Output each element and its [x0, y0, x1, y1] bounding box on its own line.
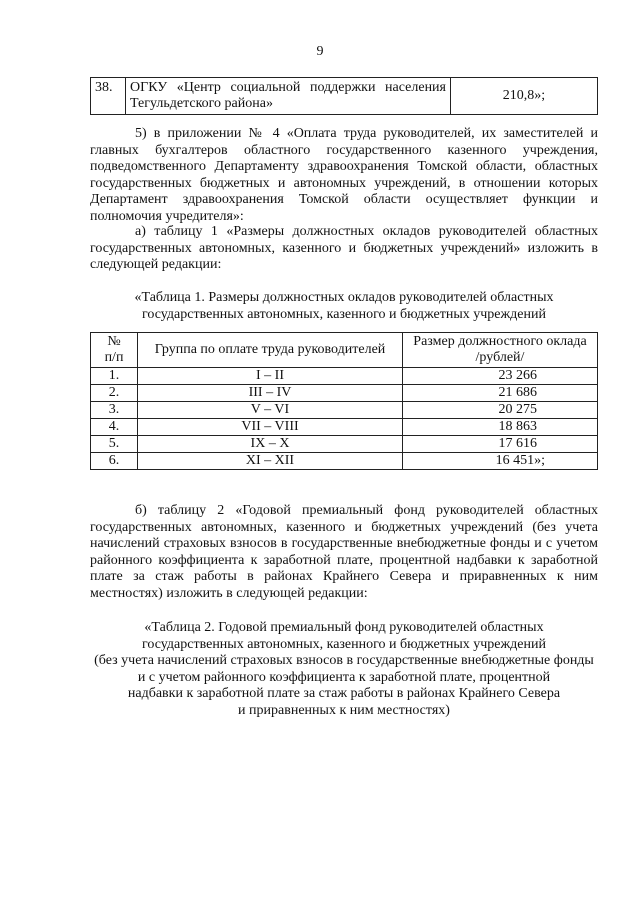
salary-table	[90, 332, 598, 470]
row-value: 20 275	[403, 402, 598, 419]
row-value: 23 266	[403, 368, 598, 385]
row-value: 16 451»;	[403, 453, 598, 470]
table-row	[91, 368, 598, 385]
row-group: XI – XII	[138, 453, 403, 470]
table1-caption: «Таблица 1. Размеры должностных окладов руководителей областных государственных автономных, казенного и бюджетных учреждений	[134, 290, 554, 322]
page-number: 9	[316, 44, 324, 59]
row-number: 4.	[91, 419, 138, 436]
row-value: 21 686	[403, 385, 598, 402]
row-group: IX – X	[138, 436, 403, 453]
row-group: III – IV	[138, 385, 403, 402]
institution-name-line2: Тегульдетского района»	[130, 96, 273, 111]
row-value: 17 616	[403, 436, 598, 453]
institution-value: 210,8»;	[451, 78, 598, 115]
table2-caption: «Таблица 2. Годовой премиальный фонд руководителей областных государственных автономных, казенного и бюджетных учреждений (без учета начислений страховых взносов в государственные внебюджетные фонды и с учетом районного коэффициента к заработной плате, процентной надбавки к заработной плате за стаж работы в районах Крайнего Севера и приравненных к ним местностях)	[94, 620, 594, 718]
row-number: 1.	[91, 368, 138, 385]
header-number: № п/п	[91, 333, 138, 368]
table-row	[91, 402, 598, 419]
row-number: 38.	[91, 78, 126, 115]
paragraph-b: б) таблицу 2 «Годовой премиальный фонд руководителей областных государственных автономных, казенного и бюджетных учреждений (без учета начислений страховых взносов в государственные внебюджетные фонды и с учетом районного коэффициента к заработной плате, процентной надбавки к заработной плате за стаж работы в районах Крайнего Севера и приравненных к ним местностях) изложить в следующей редакции:	[90, 503, 598, 601]
row-number: 6.	[91, 453, 138, 470]
table-row	[91, 385, 598, 402]
row-group: I – II	[138, 368, 403, 385]
table-row	[91, 453, 598, 470]
institution-name-line1: ОГКУ «Центр социальной поддержки населения	[130, 80, 446, 95]
table-header-row	[91, 333, 598, 368]
header-salary: Размер должностного оклада /рублей/	[403, 333, 598, 368]
table-row	[91, 419, 598, 436]
header-group: Группа по оплате труда руководителей	[138, 333, 403, 368]
paragraph-5: 5) в приложении № 4 «Оплата труда руководителей, их заместителей и главных бухгалтеров областного государственного казенного учреждения, подведомственного Департаменту здравоохранения Томской области, областных государственных бюджетных и автономных учреждений, в отношении которых Департамент здравоохранения Томской области осуществляет функции и полномочия учредителя»:	[90, 126, 598, 224]
row-number: 5.	[91, 436, 138, 453]
institution-name	[126, 78, 451, 115]
continued-table	[90, 77, 598, 115]
row-group: V – VI	[138, 402, 403, 419]
row-number: 2.	[91, 385, 138, 402]
row-number: 3.	[91, 402, 138, 419]
table-row	[91, 436, 598, 453]
table-row	[91, 78, 598, 115]
paragraph-a: а) таблицу 1 «Размеры должностных окладов руководителей областных государственных автономных, казенного и бюджетных учреждений» изложить в следующей редакции:	[90, 224, 598, 273]
row-value: 18 863	[403, 419, 598, 436]
row-group: VII – VIII	[138, 419, 403, 436]
